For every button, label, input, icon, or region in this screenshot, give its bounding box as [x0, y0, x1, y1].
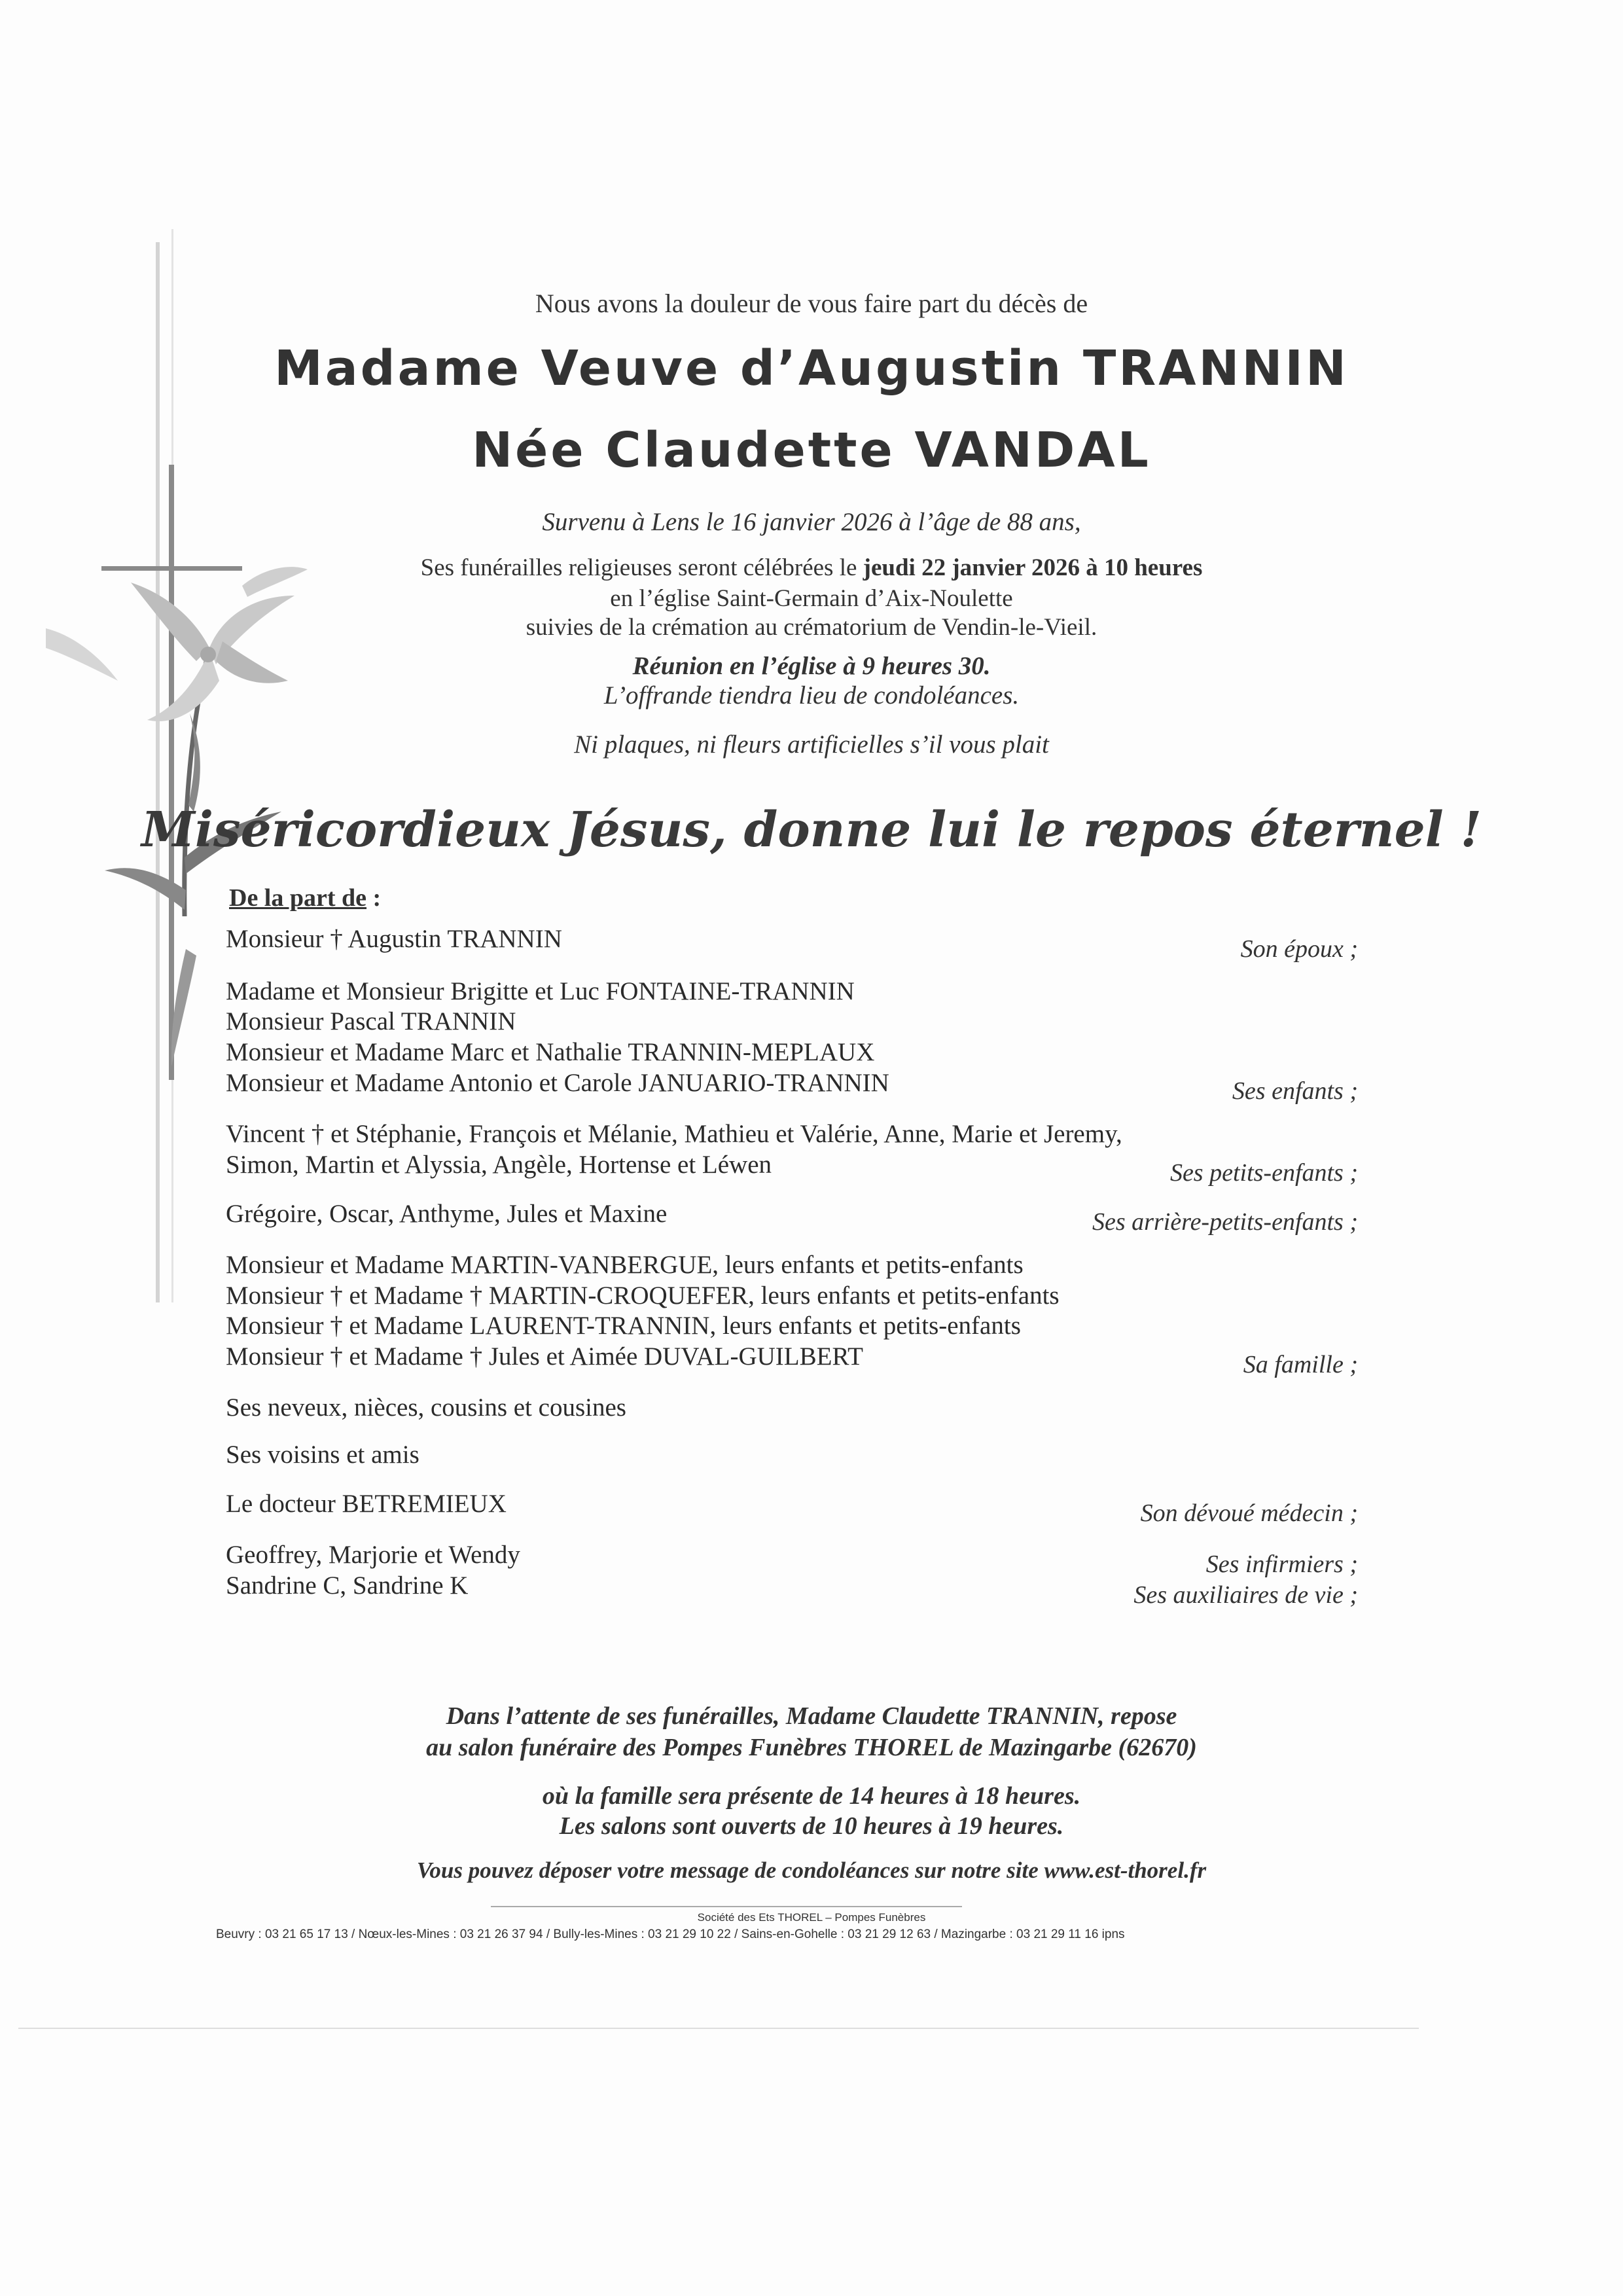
scan-edge-line: [18, 2028, 1419, 2029]
family-row: Geoffrey, Marjorie et Wendy: [226, 1541, 520, 1569]
cremation-text: suivies de la crémation au crématorium de Vendin-le-Vieil.: [526, 614, 1097, 641]
footer-phones: Beuvry : 03 21 65 17 13 / Nœux-les-Mines : 03 21 26 37 94 / Bully-les-Mines : 03 21 29 10 22 / Sains-en-Gohelle : 03 21 29 12 63 / Mazingarbe : 03 21 29 11 16 ipns: [216, 1928, 1125, 1941]
closing-line: Dans l’attente de ses funérailles, Madame Claudette TRANNIN, repose: [446, 1702, 1177, 1730]
family-row: Monsieur † et Madame LAURENT-TRANNIN, leurs enfants et petits-enfants: [226, 1312, 1021, 1340]
prayer-text: Miséricordieux Jésus, donne lui le repos éternel !: [141, 802, 1482, 858]
maiden-name: Née Claudette VANDAL: [472, 422, 1151, 478]
church-text: en l’église Saint-Germain d’Aix-Noulette: [610, 585, 1013, 612]
family-row: Monsieur Pascal TRANNIN: [226, 1007, 516, 1035]
closing-line: Les salons sont ouverts de 10 heures à 19 heures.: [559, 1812, 1064, 1840]
family-row: Grégoire, Oscar, Anthyme, Jules et Maxine: [226, 1200, 668, 1228]
funeral-text: [0, 553, 1623, 583]
family-row: Monsieur † et Madame † Jules et Aimée DUVAL-GUILBERT: [226, 1342, 863, 1371]
closing-website-line: Vous pouvez déposer votre message de condoléances sur notre site www.est-thorel.fr: [416, 1857, 1207, 1883]
relation-label: Ses auxiliaires de vie ;: [1133, 1581, 1358, 1609]
family-row: Vincent † et Stéphanie, François et Mélanie, Mathieu et Valérie, Anne, Marie et Jeremy,: [226, 1120, 1122, 1148]
deceased-name: Madame Veuve d’Augustin TRANNIN: [274, 340, 1349, 397]
family-row: Monsieur et Madame Antonio et Carole JANUARIO-TRANNIN: [226, 1069, 889, 1097]
family-row: Ses voisins et amis: [226, 1441, 419, 1469]
relation-label: Ses infirmiers ;: [1205, 1551, 1358, 1578]
relation-label: Ses petits-enfants ;: [1169, 1159, 1358, 1187]
offering-text: L’offrande tiendra lieu de condoléances.: [603, 681, 1020, 709]
family-row: Le docteur BETREMIEUX: [226, 1490, 507, 1518]
from-heading: [229, 884, 381, 912]
meeting-text: Réunion en l’église à 9 heures 30.: [632, 652, 991, 680]
footer-divider: [491, 1906, 962, 1907]
family-row: Simon, Martin et Alyssia, Angèle, Hortense et Léwen: [226, 1151, 772, 1179]
relation-label: Sa famille ;: [1243, 1351, 1358, 1378]
funeral-date: jeudi 22 janvier 2026 à 10 heures: [863, 554, 1203, 581]
family-row: Monsieur † et Madame † MARTIN-CROQUEFER, leurs enfants et petits-enfants: [226, 1282, 1060, 1310]
closing-line: où la famille sera présente de 14 heures à 18 heures.: [542, 1782, 1081, 1810]
footer-company: Société des Ets THOREL – Pompes Funèbres: [697, 1911, 926, 1924]
deceased-date-text: Survenu à Lens le 16 janvier 2026 à l’âge de 88 ans,: [542, 508, 1081, 536]
relation-label: Ses arrière-petits-enfants ;: [1092, 1208, 1358, 1236]
family-row: Sandrine C, Sandrine K: [226, 1571, 469, 1600]
relation-label: Son époux ;: [1240, 935, 1358, 963]
relation-label: Ses enfants ;: [1232, 1077, 1358, 1105]
from-heading-label: De la part de: [229, 884, 367, 912]
relation-label: Son dévoué médecin ;: [1140, 1499, 1358, 1527]
no-flowers-text: Ni plaques, ni fleurs artificielles s’il vous plait: [574, 730, 1049, 759]
family-row: Monsieur et Madame MARTIN-VANBERGUE, leurs enfants et petits-enfants: [226, 1251, 1024, 1279]
family-row: Monsieur et Madame Marc et Nathalie TRANNIN-MEPLAUX: [226, 1038, 875, 1066]
intro-text: Nous avons la douleur de vous faire part du décès de: [535, 289, 1088, 318]
from-heading-colon: :: [366, 884, 382, 912]
closing-line: au salon funéraire des Pompes Funèbres THOREL de Mazingarbe (62670): [426, 1734, 1197, 1761]
family-row: Ses neveux, nièces, cousins et cousines: [226, 1393, 626, 1422]
funeral-text-start: Ses funérailles religieuses seront célébrées le: [420, 554, 863, 581]
family-row: Monsieur † Augustin TRANNIN: [226, 925, 562, 953]
family-row: Madame et Monsieur Brigitte et Luc FONTAINE-TRANNIN: [226, 977, 855, 1005]
